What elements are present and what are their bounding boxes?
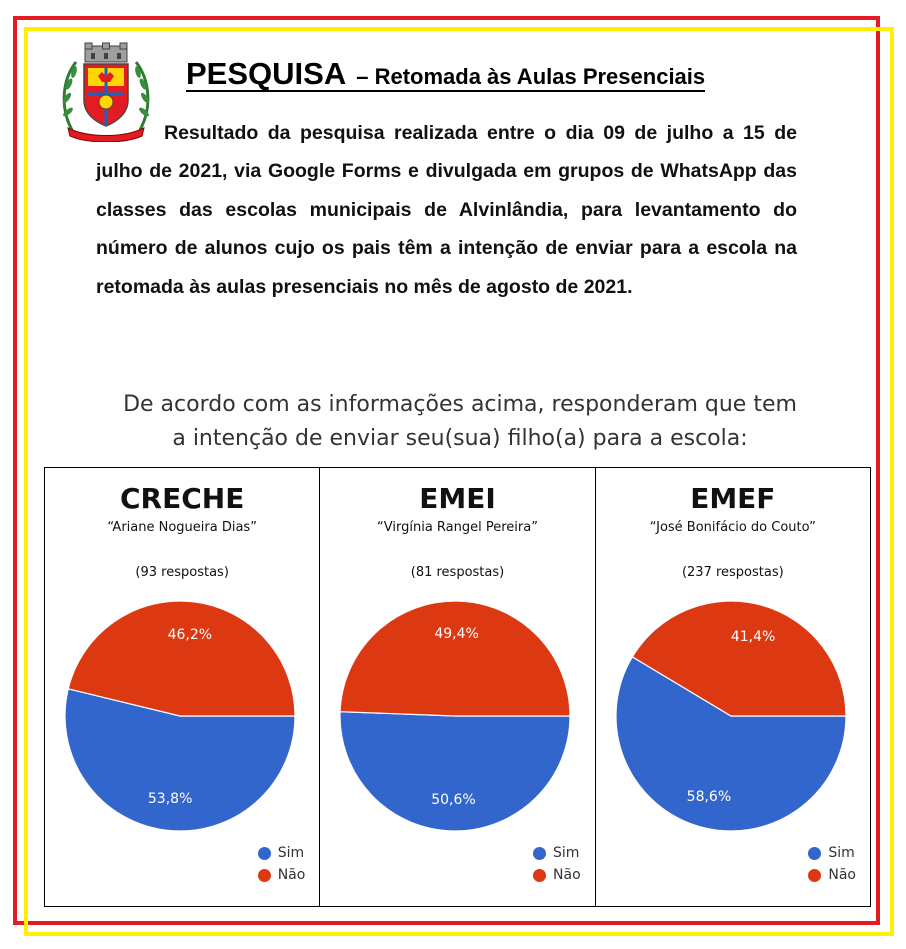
pie-label-sim: 53,8% — [147, 791, 193, 808]
page-title — [186, 58, 705, 92]
legend-dot-sim — [258, 847, 271, 860]
title-subtitle: – Retomada às Aulas Presenciais — [356, 64, 706, 89]
pie-label-nao: 49,4% — [434, 626, 480, 643]
legend-label-sim: Sim — [277, 845, 305, 861]
chart-panel-creche — [45, 468, 320, 906]
legend-label-nao: Não — [828, 867, 856, 883]
panel-title: EMEI — [419, 482, 496, 515]
legend-dot-sim — [533, 847, 546, 860]
panel-school-name: “Ariane Nogueira Dias” — [107, 520, 257, 535]
panel-title: CRECHE — [119, 482, 245, 515]
legend-dot-nao — [533, 869, 546, 882]
pie-label-sim: 58,6% — [686, 788, 731, 805]
chart-legend — [258, 842, 306, 886]
panel-response-count: (81 respostas) — [410, 565, 505, 580]
pie-chart-emei — [340, 598, 570, 838]
panel-school-name: “Virgínia Rangel Pereira” — [377, 520, 538, 535]
chart-panel-emei — [320, 468, 595, 906]
question-line-1: De acordo com as informações acima, responderam que tem — [123, 392, 797, 417]
chart-legend — [533, 842, 581, 886]
legend-item-sim — [533, 842, 581, 864]
panel-title: EMEF — [690, 482, 776, 515]
pie-slice-sim — [340, 712, 570, 831]
chart-legend — [808, 842, 856, 886]
pie-chart-creche — [65, 598, 295, 838]
legend-label-nao: Não — [553, 867, 581, 883]
intro-paragraph: Resultado da pesquisa realizada entre o dia 09 de julho a 15 de julho de 2021, via Google Forms e divulgada em grupos de WhatsApp das classes das escolas municipais de Alvinlândia, para levantamento do número de alunos cujo os pais têm a intenção de enviar para a escola na retomada às aulas presenciais no mês de agosto de 2021. — [96, 122, 797, 298]
chart-panel-emef — [596, 468, 870, 906]
question-text — [40, 388, 880, 456]
legend-label-sim: Sim — [828, 845, 855, 861]
legend-item-sim — [808, 842, 856, 864]
pie-label-nao: 46,2% — [167, 626, 213, 643]
legend-item-sim — [258, 842, 306, 864]
legend-dot-nao — [808, 869, 821, 882]
pie-label-nao: 41,4% — [730, 629, 775, 646]
legend-item-nao — [533, 864, 581, 886]
legend-label-nao: Não — [277, 867, 306, 883]
charts-table — [44, 467, 871, 907]
panel-response-count: (237 respostas) — [681, 565, 784, 580]
pie-label-sim: 50,6% — [431, 791, 477, 808]
panel-school-name: “José Bonifácio do Couto” — [649, 520, 816, 535]
legend-item-nao — [258, 864, 306, 886]
legend-dot-nao — [258, 869, 271, 882]
legend-label-sim: Sim — [553, 845, 580, 861]
legend-dot-sim — [808, 847, 821, 860]
title-main: PESQUISA — [186, 56, 347, 91]
panel-response-count: (93 respostas) — [135, 565, 229, 580]
pie-slice-nao — [340, 601, 570, 716]
legend-item-nao — [808, 864, 856, 886]
question-line-2: a intenção de enviar seu(sua) filho(a) para a escola: — [172, 426, 748, 451]
pie-chart-emef — [616, 598, 846, 838]
